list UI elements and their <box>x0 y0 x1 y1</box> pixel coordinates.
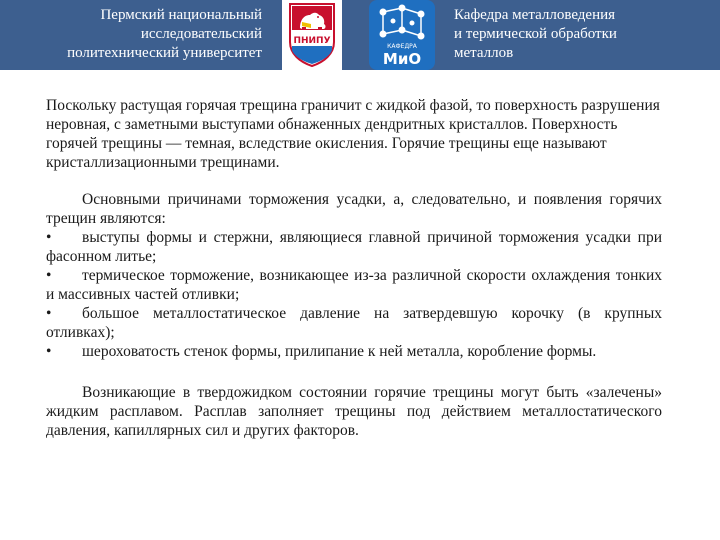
slide-body <box>46 96 662 440</box>
university-name-line-1: Пермский национальный <box>100 7 262 23</box>
bullet-item <box>46 228 662 266</box>
bullet-text: шероховатость стенок формы, прилипание к ней металла, коробление формы. <box>82 343 597 360</box>
mio-logo-subtext: КАФЕДРА <box>387 43 417 50</box>
paragraph-crack-healing: Возникающие в твердожидком состоянии горячие трещины могут быть «залечены» жидким расплавом. Расплав заполняет трещины под действием металлостатического давления, капиллярных сил и других факторов. <box>46 384 662 439</box>
pnipu-logo-text: ПНИПУ <box>293 36 331 46</box>
bullet-item <box>46 304 662 342</box>
bullet-item <box>46 266 662 304</box>
bullet-marker: • <box>46 229 52 246</box>
paragraph-hot-crack-surface: Поскольку растущая горячая трещина граничит с жидкой фазой, то поверхность разрушения неровная, с заметными выступами обнаженных дендритных кристаллов. Поверхность горячей трещины — темная, вследствие окисления. Горячие трещины еще называют кристаллизационными трещинами. <box>46 97 660 171</box>
mio-logo <box>369 0 435 70</box>
department-name-line-1: Кафедра металловедения <box>454 7 616 23</box>
bullet-text: термическое торможение, возникающее из-за различной скорости охлаждения тонких и массивных частей отливки; <box>46 267 662 303</box>
bullet-marker: • <box>46 343 52 360</box>
department-name <box>454 6 617 63</box>
bullet-text: выступы формы и стержни, являющиеся главной причиной торможения усадки при фасонном литье; <box>46 229 662 265</box>
bullet-marker: • <box>46 305 52 322</box>
bullet-item <box>46 342 662 361</box>
paragraph-causes-intro: Основными причинами торможения усадки, а, следовательно, и появления горячих трещин являются: <box>46 191 662 227</box>
slide-header <box>0 0 720 70</box>
pnipu-logo <box>282 0 342 70</box>
department-name-line-2: и термической обработки <box>454 26 617 42</box>
department-name-line-3: металлов <box>454 45 514 61</box>
university-name-line-3: политехнический университет <box>67 45 262 61</box>
university-name <box>67 6 262 63</box>
bullet-marker: • <box>46 267 52 284</box>
bullet-text: большое металлостатическое давление на затвердевшую корочку (в крупных отливках); <box>46 305 662 341</box>
mio-logo-text: МиО <box>382 50 422 68</box>
university-name-line-2: исследовательский <box>140 26 262 42</box>
